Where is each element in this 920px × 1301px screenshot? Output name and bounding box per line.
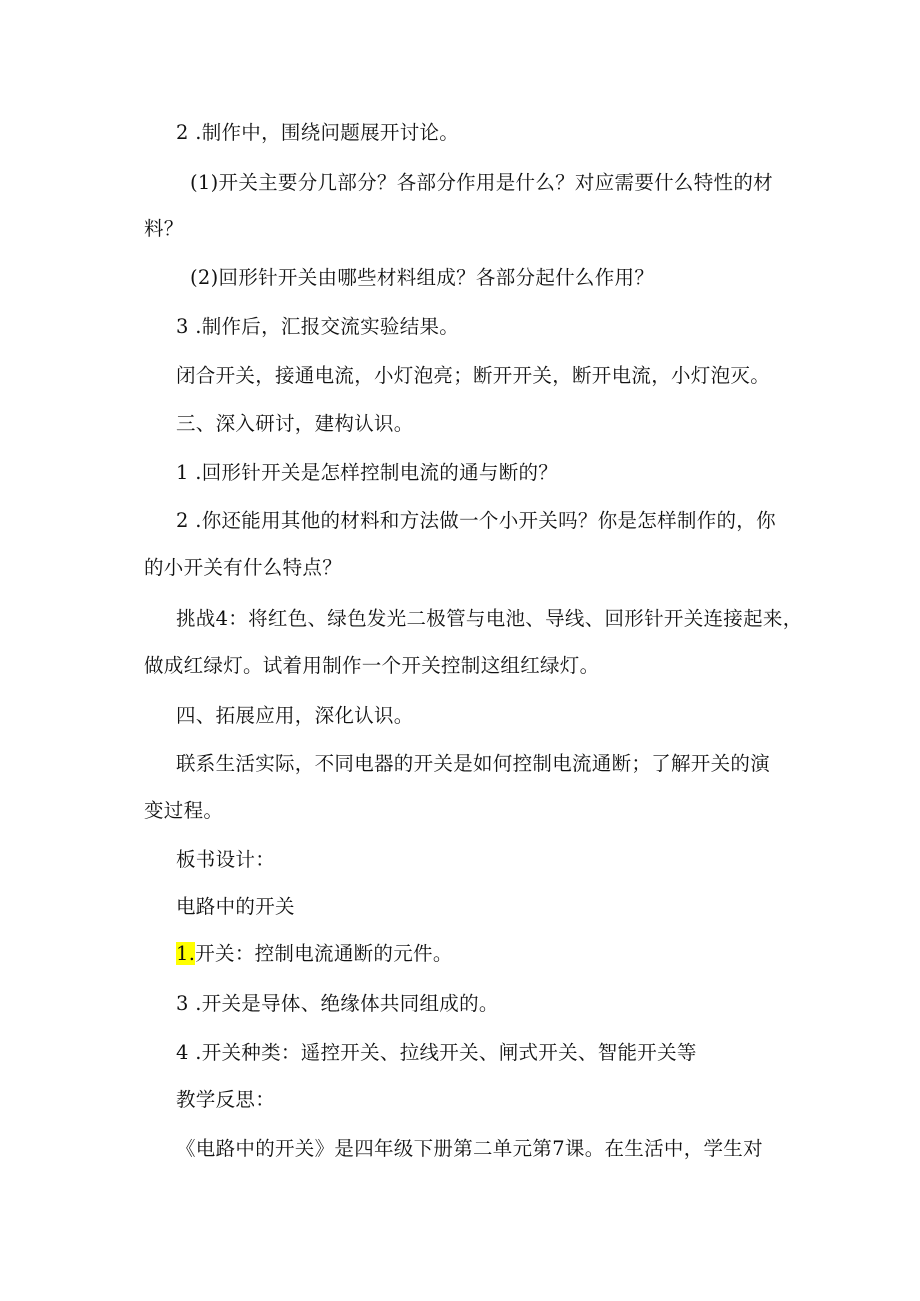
challenge-4-continued: 做成红绿灯。试着用制作一个开关控制这组红绿灯。	[144, 654, 600, 677]
board-item-1	[176, 941, 453, 967]
section-heading-4: 四、拓展应用，深化认识。	[176, 704, 414, 727]
highlighted-number: 1.	[176, 942, 196, 965]
paragraph-step-2: 2 .制作中，围绕问题展开讨论。	[176, 121, 460, 144]
discussion-question-2-continued: 的小开关有什么特点？	[144, 556, 343, 579]
application-text-continued: 变过程。	[144, 799, 224, 822]
paragraph-step-3: 3 .制作后，汇报交流实验结果。	[176, 315, 460, 338]
reflection-text: 《电路中的开关》是四年级下册第二单元第7课。在生活中，学生对	[176, 1137, 763, 1160]
board-item-4: 4 .开关种类：遥控开关、拉线开关、闸式开关、智能开关等	[176, 1041, 697, 1064]
board-title: 电路中的开关	[176, 895, 295, 918]
question-1-continued: 料？	[144, 217, 184, 240]
application-text: 联系生活实际，不同电器的开关是如何控制电流通断；了解开关的演	[176, 752, 771, 775]
challenge-4: 挑战4：将红色、绿色发光二极管与电池、导线、回形针开关连接起来，	[176, 607, 803, 630]
reflection-heading: 教学反思：	[176, 1088, 276, 1111]
board-item-1-text: 开关：控制电流通断的元件。	[195, 942, 453, 965]
section-heading-3: 三、深入研讨，建构认识。	[176, 412, 414, 435]
result-text: 闭合开关，接通电流，小灯泡亮；断开开关，断开电流，小灯泡灭。	[176, 364, 771, 387]
board-item-3: 3 .开关是导体、绝缘体共同组成的。	[176, 992, 499, 1015]
question-2: (2)回形针开关由哪些材料组成？各部分起什么作用？	[190, 266, 655, 289]
board-design-heading: 板书设计：	[176, 848, 276, 871]
question-1: (1)开关主要分几部分？各部分作用是什么？对应需要什么特性的材	[190, 171, 773, 194]
discussion-question-1: 1 .回形针开关是怎样控制电流的通与断的？	[176, 461, 559, 484]
discussion-question-2: 2 .你还能用其他的材料和方法做一个小开关吗？你是怎样制作的，你	[176, 509, 776, 532]
